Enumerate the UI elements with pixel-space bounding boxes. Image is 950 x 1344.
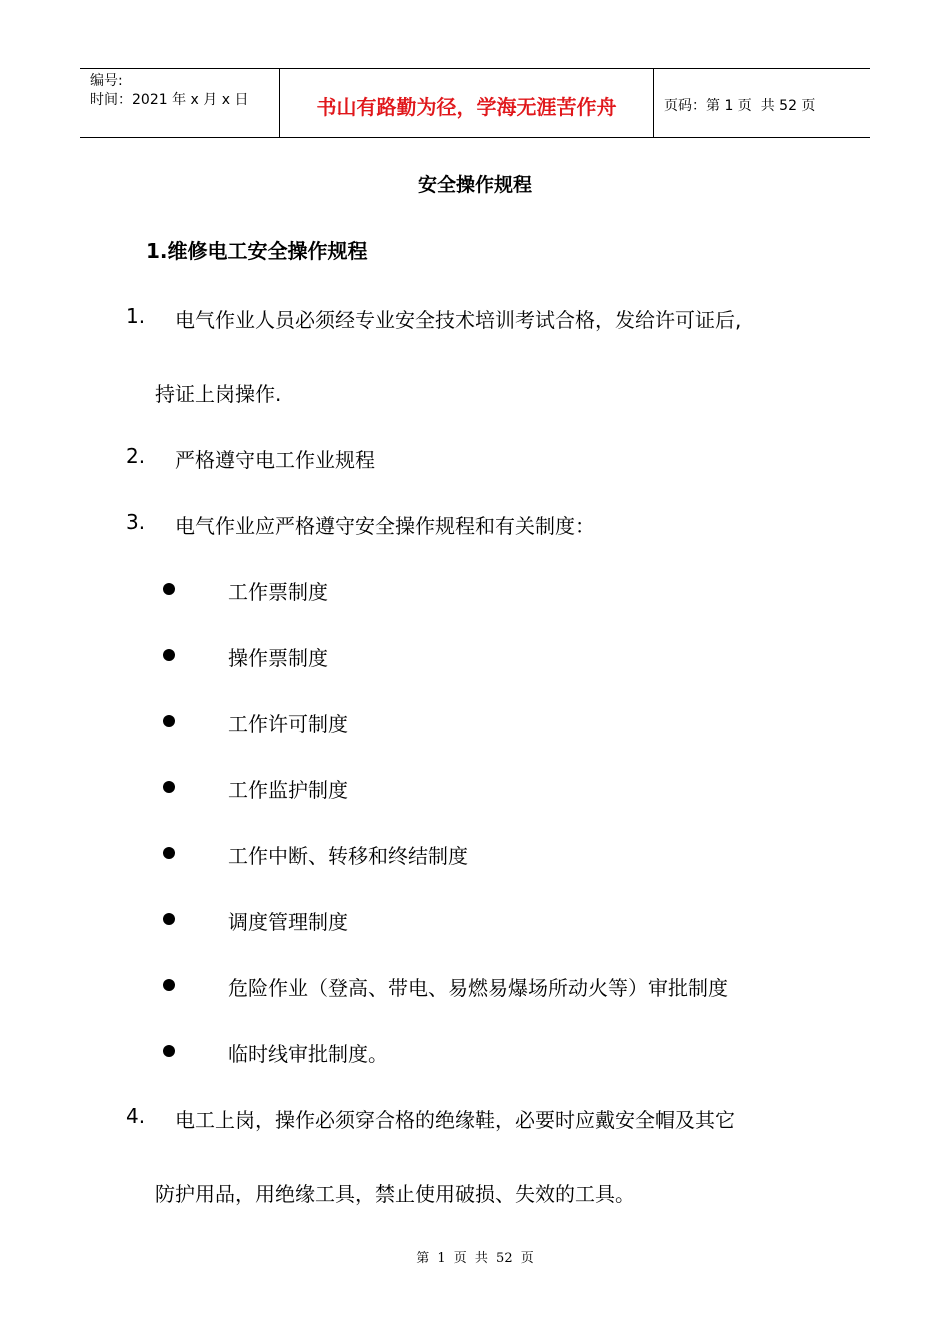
- serial-number-label: 编号:: [90, 73, 123, 89]
- bullet-item: 调度管理制度: [228, 910, 348, 934]
- item-text-continued: 持证上岗操作.: [155, 382, 282, 406]
- bullet-icon: [163, 913, 175, 925]
- bullet-icon: [163, 1045, 175, 1057]
- header-page-info: [654, 69, 870, 137]
- item-text-continued: 防护用品，用绝缘工具，禁止使用破损、失效的工具。: [155, 1182, 635, 1206]
- bullet-item: 操作票制度: [228, 646, 328, 670]
- bullet-icon: [163, 583, 175, 595]
- bullet-item: 工作监护制度: [228, 778, 348, 802]
- item-number: 3.: [126, 510, 146, 534]
- bullet-item: 工作中断、转移和终结制度: [228, 844, 468, 868]
- bullet-icon: [163, 979, 175, 991]
- bullet-item: 危险作业（登高、带电、易燃易爆场所动火等）审批制度: [228, 976, 728, 1000]
- page-footer: 第 1 页 共 52 页: [416, 1251, 534, 1266]
- item-text: 电工上岗，操作必须穿合格的绝缘鞋，必要时应戴安全帽及其它: [175, 1108, 735, 1132]
- page-info-text: 页码：第 1 页 共 52 页: [664, 97, 816, 114]
- bullet-item: 临时线审批制度。: [228, 1042, 388, 1066]
- item-text: 电气作业人员必须经专业安全技术培训考试合格，发给许可证后,: [175, 308, 742, 332]
- header-motto: 书山有路勤为径，学海无涯苦作舟: [280, 69, 654, 137]
- bullet-icon: [163, 649, 175, 661]
- bullet-item: 工作票制度: [228, 580, 328, 604]
- item-number: 1.: [126, 304, 146, 328]
- item-text: 严格遵守电工作业规程: [175, 448, 375, 472]
- section-title: 1.维修电工安全操作规程: [146, 239, 368, 263]
- bullet-icon: [163, 715, 175, 727]
- document-title: 安全操作规程: [417, 174, 532, 196]
- page-header: [80, 68, 870, 138]
- bullet-icon: [163, 847, 175, 859]
- item-text: 电气作业应严格遵守安全操作规程和有关制度：: [175, 514, 595, 538]
- header-meta: [80, 69, 280, 137]
- bullet-item: 工作许可制度: [228, 712, 348, 736]
- item-number: 2.: [126, 444, 146, 468]
- date-label: 时间：2021 年 x 月 x 日: [90, 92, 249, 108]
- bullet-icon: [163, 781, 175, 793]
- item-number: 4.: [126, 1104, 146, 1128]
